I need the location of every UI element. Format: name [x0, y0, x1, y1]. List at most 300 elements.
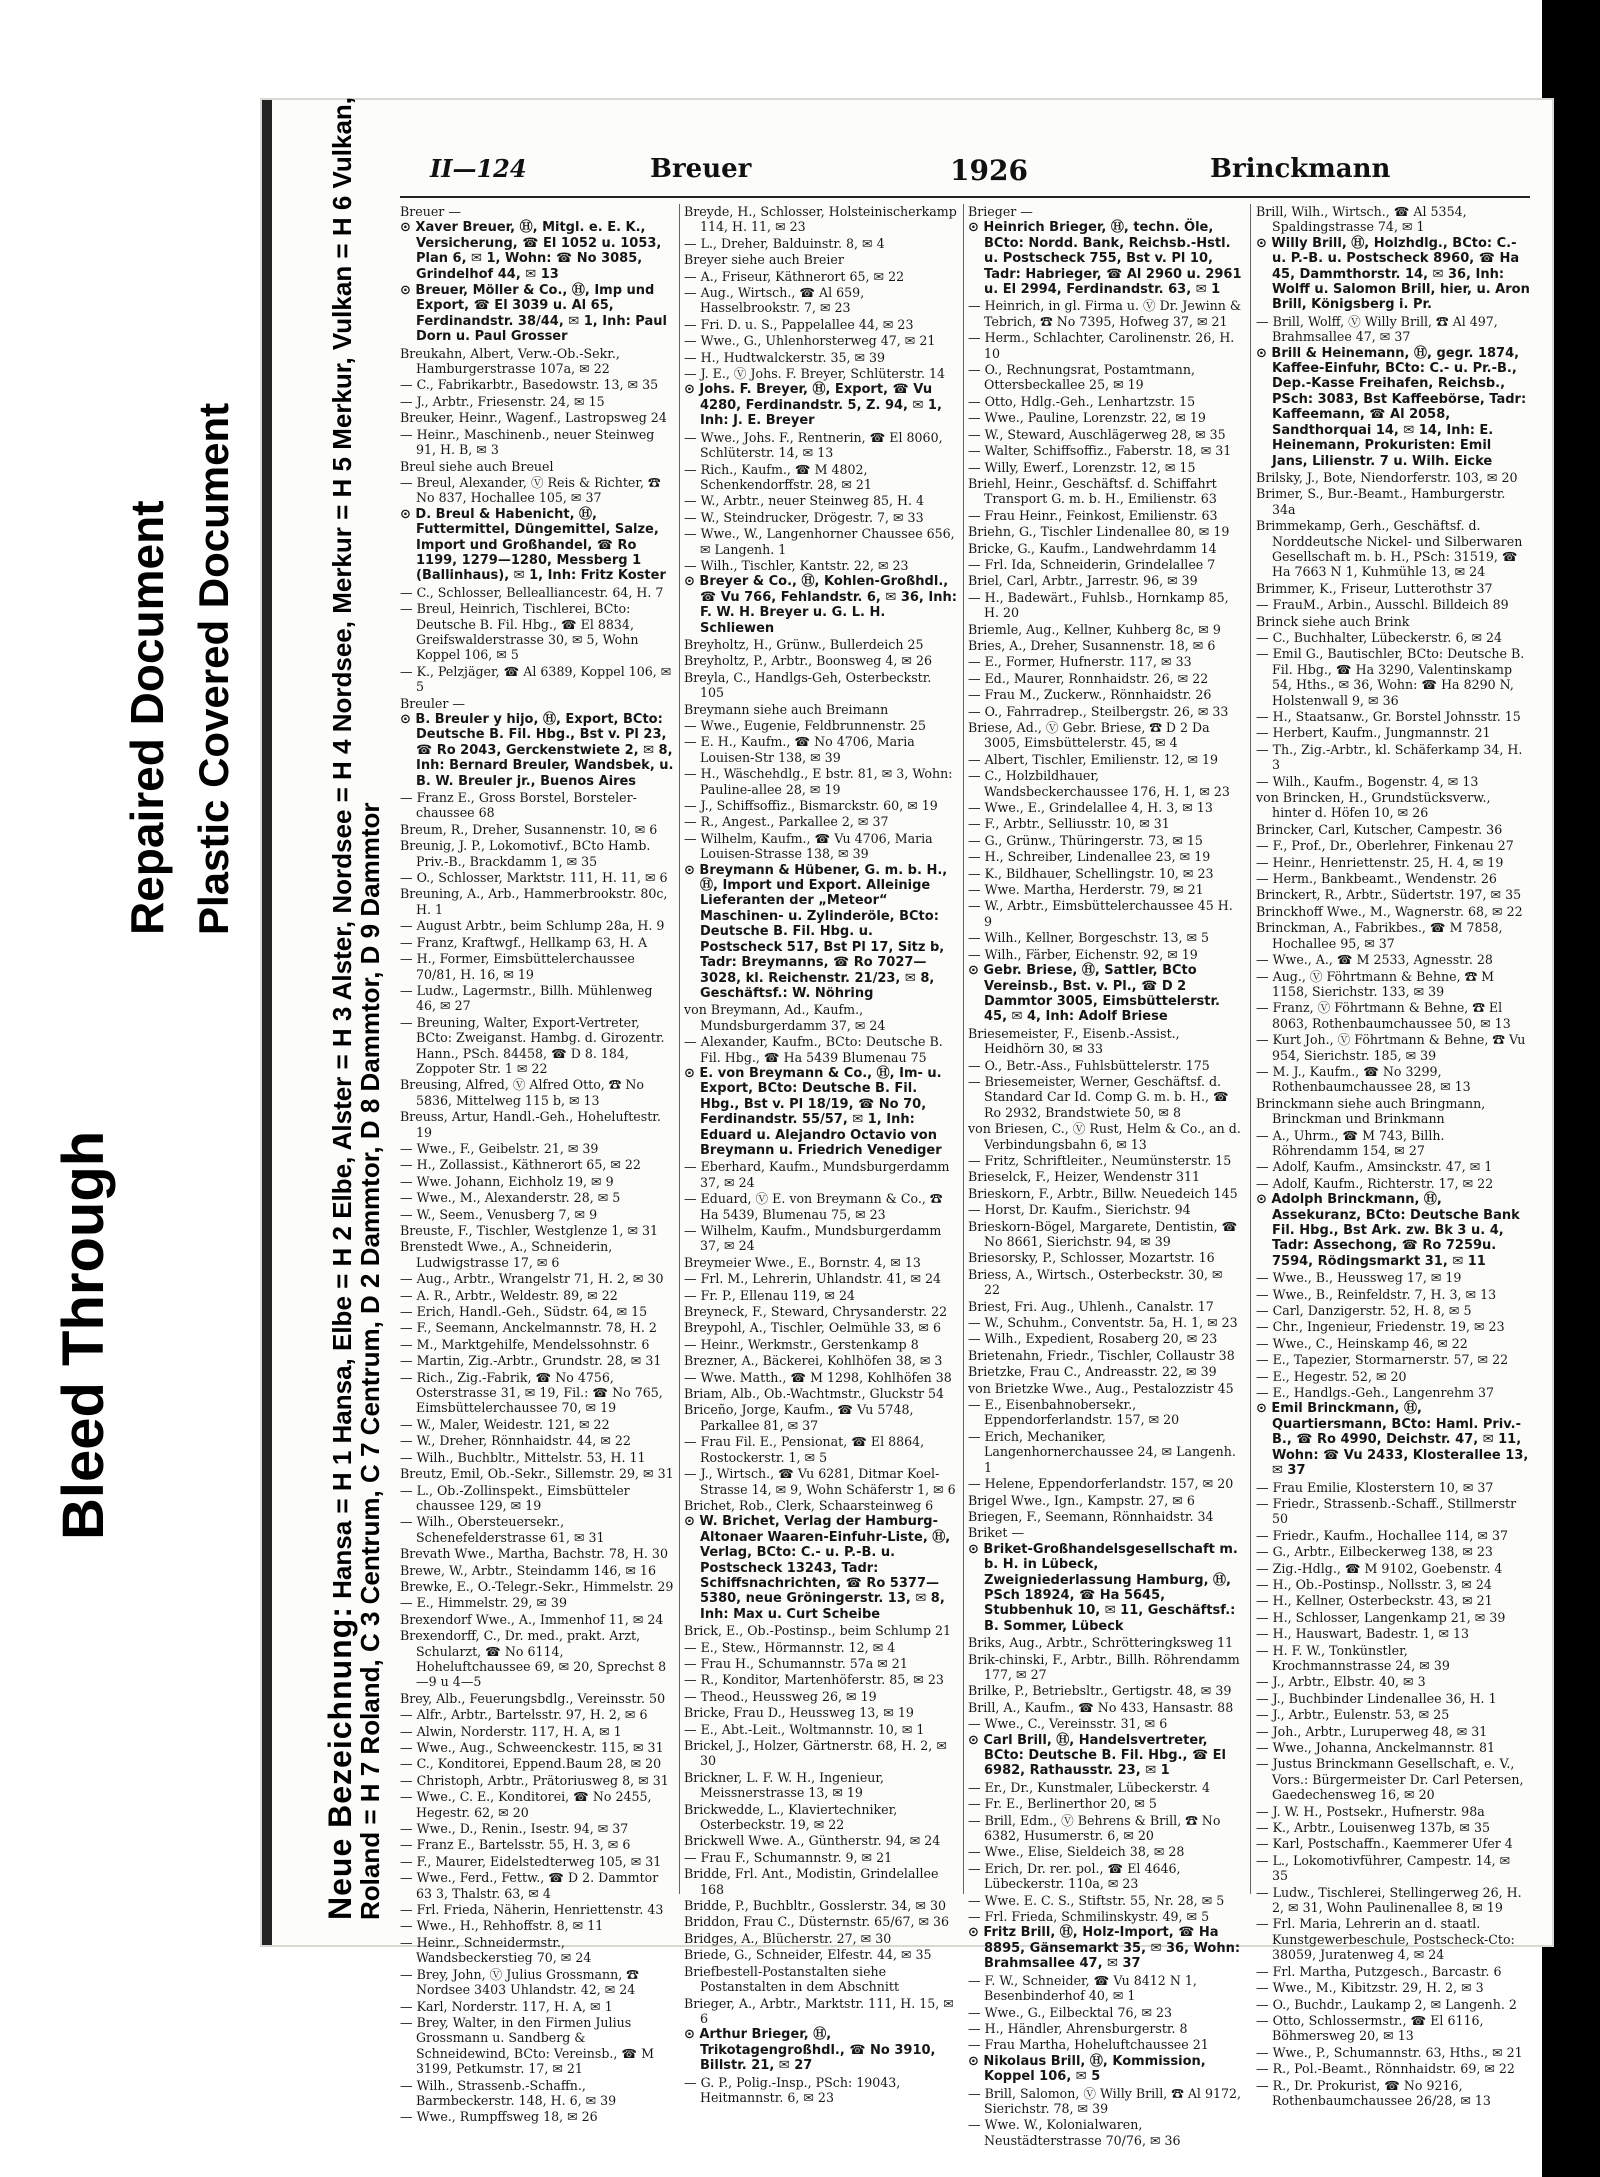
directory-entry: Brickel, J., Holzer, Gärtnerstr. 68, H. 2, ✉ 30: [684, 1738, 947, 1769]
page-header: [430, 154, 1530, 194]
directory-entry: Breuler —: [400, 695, 465, 711]
directory-entry: — W., Maler, Weidestr. 121, ✉ 22: [400, 1416, 610, 1432]
directory-entry: — H., Staatsanw., Gr. Borstel Johnsstr. 15: [1256, 709, 1521, 724]
directory-entry: Breyer siehe auch Breier: [684, 252, 844, 268]
directory-entry: — Wwe., G., Eilbecktal 76, ✉ 23: [968, 2004, 1173, 2020]
directory-entry: ⊙ Fritz Brill, Ⓗ, Holz-Import, ☎ Ha 8895, Gänsemarkt 35, ✉ 36, Wohn: Brahmsallee 47, ✉ 37: [968, 1925, 1241, 1972]
directory-entry: — Herm., Schlachter, Carolinenstr. 26, H. 10: [968, 330, 1235, 361]
directory-entry: — Wilh., Buchbltr., Mittelstr. 53, H. 11: [400, 1449, 646, 1465]
directory-entry: — J., Arbtr., Eulenstr. 53, ✉ 25: [1256, 1707, 1450, 1723]
directory-entry: — Alwin, Norderstr. 117, H. A, ✉ 1: [400, 1723, 622, 1739]
directory-entry: — Emil G., Bautischler, BCto: Deutsche B. Fil. Hbg., ☎ Ha 3290, Valentinskamp 54, Hths., ✉ 36, Wohn: ☎ Ha 8290 N, Holstenwall 9, ✉ 36: [1256, 646, 1525, 708]
directory-entry: — Wwe., F., Geibelstr. 21, ✉ 39: [400, 1140, 599, 1156]
directory-entry: — Fr. E., Berlinerthor 20, ✉ 5: [968, 1796, 1157, 1812]
directory-entry: — Franz, Ⓥ Föhrtmann & Behne, ☎ El 8063, Rothenbaumchaussee 50, ✉ 13: [1256, 1000, 1511, 1031]
directory-entry: Brietenahn, Friedr., Tischler, Collaustr 38: [968, 1347, 1235, 1363]
directory-entry: — C., Buchhalter, Lübeckerstr. 6, ✉ 24: [1256, 629, 1503, 645]
page-spine: [262, 100, 272, 1945]
directory-entry: — Carl, Danzigerstr. 52, H. 8, ✉ 5: [1256, 1303, 1472, 1319]
directory-entry: Brewe, W., Arbtr., Steindamm 146, ✉ 16: [400, 1562, 656, 1578]
directory-entry: Breuker, Heinr., Wagenf., Lastropsweg 24: [400, 410, 667, 426]
directory-entry: Briel, Carl, Arbtr., Jarrestr. 96, ✉ 39: [968, 573, 1198, 589]
directory-entry: Breunig, J. P., Lokomotivf., BCto Hamb. Priv.-B., Brackdamm 1, ✉ 35: [400, 838, 651, 869]
directory-entry: Brimmekamp, Gerh., Geschäftsf. d. Norddeutsche Nickel- und Silberwaren Gesellschaft m. b. H., PSch: 31519, ☎ Ha 7663 N 1, Kuhmühle 13, ✉ 24: [1256, 518, 1523, 580]
directory-entry: Breymeier Wwe., E., Bornstr. 4, ✉ 13: [684, 1254, 921, 1270]
directory-entry: — H., Schlosser, Langenkamp 21, ✉ 39: [1256, 1609, 1506, 1625]
directory-entry: — C., Fabrikarbtr., Basedowstr. 13, ✉ 35: [400, 377, 659, 393]
directory-entry: Briks, Aug., Arbtr., Schrötteringksweg 11: [968, 1635, 1234, 1651]
directory-entry: — J., Arbtr., Elbstr. 40, ✉ 3: [1256, 1674, 1426, 1690]
directory-entry: — Fritz, Schriftleiter., Neumünsterstr. 15: [968, 1152, 1232, 1168]
directory-entry: — Breul, Heinrich, Tischlerei, BCto: Deutsche B. Fil. Hbg., ☎ El 8834, Greifswalderstrasse 30, ✉ 5, Wohn Koppel 106, ✉ 5: [400, 601, 639, 663]
directory-entry: — E., Tapezier, Stormarnerstr. 57, ✉ 22: [1256, 1352, 1509, 1368]
directory-entry: Bridde, P., Buchbltr., Gosslerstr. 34, ✉ 30: [684, 1898, 946, 1914]
directory-entry: — W., Arbtr., Eimsbüttelerchaussee 45 H. 9: [968, 898, 1233, 929]
directory-entry: Briehl, Heinr., Geschäftsf. d. Schiffahrt Transport G. m. b. H., Emilienstr. 63: [968, 475, 1217, 507]
directory-entry: Brinckert, R., Arbtr., Südertstr. 197, ✉ 35: [1256, 887, 1522, 903]
directory-entry: — Wwe., H., Rehhoffstr. 8, ✉ 11: [400, 1918, 604, 1934]
directory-entry: — O., Schlosser, Marktstr. 111, H. 11, ✉ 6: [400, 870, 668, 886]
directory-entry: ⊙ Arthur Brieger, Ⓗ, Trikotagengroßhdl., ☎ No 3910, Billstr. 21, ✉ 27: [684, 2027, 936, 2074]
directory-entry: — Wwe., M., Kibitzstr. 29, H. 2, ✉ 3: [1256, 1980, 1484, 1996]
directory-entry: — H., Former, Eimsbüttelerchaussee 70/81, H. 16, ✉ 19: [400, 951, 635, 982]
directory-entry: — J., Buchbinder Lindenallee 36, H. 1: [1256, 1690, 1497, 1706]
directory-entry: ⊙ Willy Brill, Ⓗ, Holzhdlg., BCto: C.- u. P.-B. u. Postscheck 8960, ☎ Ha 45, Dammthorstr. 14, ✉ 36, Inh: Wolff u. Salomon Brill, hier, u. Aron Brill, Königsberg i. Pr.: [1256, 235, 1530, 313]
directory-entry: Briess, A., Wirtsch., Osterbeckstr. 30, ✉ 22: [968, 1266, 1223, 1298]
directory-entry: — O., Buchdr., Laukamp 2, ✉ Langenh. 2: [1256, 1996, 1517, 2012]
directory-entry: — Wwe. Johann, Eichholz 19, ✉ 9: [400, 1173, 614, 1189]
directory-entry: — H., Badewärt., Fuhlsb., Hornkamp 85, H. 20: [968, 589, 1229, 621]
directory-entry: — Er., Dr., Kunstmaler, Lübeckerstr. 4: [968, 1779, 1210, 1795]
directory-entry: Breymann siehe auch Breimann: [684, 701, 889, 717]
directory-entry: — Wilh., Kaufm., Bogenstr. 4, ✉ 13: [1256, 773, 1479, 789]
directory-entry: — E. H., Kaufm., ☎ No 4706, Maria Louisen-Str 138, ✉ 39: [684, 734, 915, 765]
directory-entry: — Brill, Wolff, Ⓥ Willy Brill, ☎ Al 497, Brahmsallee 47, ✉ 37: [1256, 313, 1498, 345]
bleed-through-label: Bleed Through: [51, 1130, 116, 1540]
directory-entry: Brietzke, Frau C., Andreasstr. 22, ✉ 39: [968, 1364, 1217, 1380]
directory-entry: Brinckhoff Wwe., M., Wagnerstr. 68, ✉ 22: [1256, 903, 1523, 919]
directory-entry: Breum, R., Dreher, Susannenstr. 10, ✉ 6: [400, 821, 658, 837]
directory-entry: — E., Eisenbahnobersekr., Eppendorferlandstr. 157, ✉ 20: [968, 1397, 1180, 1428]
directory-entry: Breyde, H., Schlosser, Holsteinischerkamp 114, H. 11, ✉ 23: [684, 204, 957, 235]
directory-entry: — Ed., Maurer, Ronnhaidstr. 26, ✉ 22: [968, 670, 1209, 686]
directory-entry: — Zig.-Hdlg., ☎ M 9102, Goebenstr. 4: [1256, 1560, 1503, 1576]
directory-entry: — J., Schiffsoffiz., Bismarckstr. 60, ✉ 19: [684, 798, 938, 814]
directory-entry: — Wwe., Johanna, Anckelmannstr. 81: [1256, 1740, 1496, 1755]
directory-entry: von Brietzke Wwe., Aug., Pestalozzistr 45: [968, 1380, 1234, 1396]
directory-entry: — O., Rechnungsrat, Postamtmann, Ottersbeckallee 25, ✉ 19: [968, 362, 1196, 393]
directory-entry: — Aug., Arbtr., Wrangelstr 71, H. 2, ✉ 30: [400, 1271, 664, 1287]
directory-entry: ⊙ B. Breuler y hijo, Ⓗ, Export, BCto: Deutsche B. Fil. Hbg., Bst v. Pl 23, ☎ Ro 2043, Gerckenstwiete 2, ✉ 8, Inh: Bernard Breuler, Wandsbek, u. B. W. Breuler jr., Buenos Aires: [400, 712, 674, 789]
directory-entry: — H., Wäschehdlg., E bstr. 81, ✉ 3, Wohn: Pauline-allee 28, ✉ 19: [684, 766, 953, 797]
directory-entry: — R., Angest., Parkallee 2, ✉ 37: [684, 814, 889, 830]
directory-entry: — Brey, John, Ⓥ Julius Grossmann, ☎ Nordsee 3403 Uhlandstr. 42, ✉ 24: [400, 1966, 639, 1998]
directory-entry: — Frau F., Schumannstr. 9, ✉ 21: [684, 1849, 893, 1865]
directory-entry: — Franz E., Gross Borstel, Borsteler-chaussee 68: [400, 790, 637, 821]
directory-entry: — Wwe., Aug., Schweenckestr. 115, ✉ 31: [400, 1740, 664, 1755]
directory-entry: — Erich, Dr. rer. pol., ☎ El 4646, Lübeckerstr. 110a, ✉ 23: [968, 1860, 1181, 1892]
directory-entry: — R., Konditor, Martenhöferstr. 85, ✉ 23: [684, 1672, 944, 1688]
directory-entry: — Brill, Salomon, Ⓥ Willy Brill, ☎ Al 9172, Sierichstr. 78, ✉ 39: [968, 2085, 1242, 2116]
directory-entry: — Adolf, Kaufm., Amsinckstr. 47, ✉ 1: [1256, 1159, 1493, 1175]
directory-entry: — Wwe. E. C. S., Stiftstr. 55, Nr. 28, ✉ 5: [968, 1892, 1225, 1908]
directory-entry: — Wwe., C. E., Konditorei, ☎ No 2455, Hegestr. 62, ✉ 20: [400, 1789, 652, 1820]
directory-entry: — Willy, Ewerf., Lorenzstr. 12, ✉ 15: [968, 459, 1196, 475]
directory-entry: — E., Stew., Hörmannstr. 12, ✉ 4: [684, 1639, 896, 1655]
directory-entry: — Frau H., Schumannstr. 57a ✉ 21: [684, 1655, 908, 1671]
directory-entry: Brezner, A., Bäckerei, Kohlhöfen 38, ✉ 3: [684, 1353, 943, 1369]
directory-entry: Briesemeister, F., Eisenb.-Assist., Heidhörn 30, ✉ 33: [968, 1025, 1180, 1057]
directory-entry: — Herbert, Kaufm., Jungmannstr. 21: [1256, 725, 1491, 741]
directory-entry: — Rich., Zig.-Fabrik, ☎ No 4756, Osterstrasse 31, ✉ 19, Fil.: ☎ No 765, Eimsbüttelerchaussee 70, ✉ 19: [400, 1369, 663, 1416]
page-number: II—124: [430, 154, 527, 183]
directory-entry: Brieselck, F., Heizer, Wendenstr 311: [968, 1169, 1201, 1185]
directory-entry: Brichet, Rob., Clerk, Schaarsteinweg 6: [684, 1497, 934, 1513]
directory-column-3: [968, 204, 1242, 2148]
header-left-word: Breuer: [650, 154, 752, 184]
directory-entry: Briesorsky, P., Schlosser, Mozartstr. 16: [968, 1250, 1215, 1266]
directory-entry: — J., Arbtr., Friesenstr. 24, ✉ 15: [400, 393, 605, 409]
directory-entry: — Wwe., M., Alexanderstr. 28, ✉ 5: [400, 1190, 621, 1206]
directory-entry: — Wwe., Eugenie, Feldbrunnenstr. 25: [684, 718, 926, 733]
directory-entry: — Wwe. W., Kolonialwaren, Neustädterstrasse 70/76, ✉ 36: [968, 2117, 1181, 2148]
directory-entry: — Fri. D. u. S., Pappelallee 44, ✉ 23: [684, 316, 914, 332]
directory-entry: — J., Wirtsch., ☎ Vu 6281, Ditmar Koel-Strasse 14, ✉ 9, Wohn Schäferstr 1, ✉ 6: [684, 1466, 956, 1497]
directory-entry: — H., Zollassist., Käthnerort 65, ✉ 22: [400, 1157, 641, 1173]
directory-entry: — O., Betr.-Ass., Fuhlsbüttelerstr. 175: [968, 1057, 1210, 1073]
column-divider: [1250, 204, 1251, 1894]
directory-entry: Bricke, G., Kaufm., Landwehrdamm 14: [968, 540, 1217, 556]
directory-entry: Brickwedde, L., Klaviertechniker, Osterbeckstr. 19, ✉ 22: [684, 1801, 898, 1833]
directory-entry: Brik-chinski, F., Arbtr., Billh. Röhrendamm 177, ✉ 27: [968, 1651, 1240, 1682]
directory-entry: — H., Hudtwalckerstr. 35, ✉ 39: [684, 349, 886, 365]
directory-entry: — Friedr., Strassenb.-Schaff., Stillmerstr 50: [1256, 1495, 1517, 1527]
directory-entry: ⊙ D. Breul & Habenicht, Ⓗ, Futtermittel, Düngemittel, Salze, Import und Großhandel, ☎ Ro 1199, 1279—1280, Messberg 1 (Ballinhaus), ✉ 1, Inh: Fritz Koster: [400, 506, 666, 584]
directory-entry: ⊙ Heinrich Brieger, Ⓗ, techn. Öle, BCto: Nordd. Bank, Reichsb.-Hstl. u. Postscheck 755, Bst v. Pl 10, Tadr: Habrieger, ☎ Al 2960 u. 2961 u. El 2994, Ferdinandstr. 63, ✉ 1: [968, 220, 1242, 298]
directory-entry: — Heinr., Henriettenstr. 25, H. 4, ✉ 19: [1256, 854, 1504, 870]
directory-entry: Brigel Wwe., Ign., Kampstr. 27, ✉ 6: [968, 1492, 1195, 1508]
directory-entry: — Frl. Martha, Putzgesch., Barcastr. 6: [1256, 1963, 1502, 1979]
directory-entry: Brexendorf Wwe., A., Immenhof 11, ✉ 24: [400, 1611, 664, 1627]
directory-entry: Breuning, A., Arb., Hammerbrookstr. 80c, H. 1: [400, 886, 668, 917]
directory-entry: Brey, Alb., Feuerungsbdlg., Vereinsstr. 50: [400, 1690, 666, 1706]
directory-entry: — Franz E., Bartelsstr. 55, H. 3, ✉ 6: [400, 1837, 631, 1853]
directory-entry: — Heinr., Werkmstr., Gerstenkamp 8: [684, 1336, 919, 1352]
directory-entry: — Alexander, Kaufm., BCto: Deutsche B. Fil. Hbg., ☎ Ha 5439 Blumenau 75: [684, 1034, 943, 1065]
directory-entry: — Christoph, Arbtr., Prätoriusweg 8, ✉ 31: [400, 1772, 669, 1788]
directory-entry: — Eduard, Ⓥ E. von Breymann & Co., ☎ Ha 5439, Blumenau 75, ✉ 23: [684, 1191, 943, 1222]
repaired-document-label: Repaired Document: [121, 500, 173, 935]
directory-entry: Brinckmann siehe auch Bringmann, Brinckman und Brinkmann: [1256, 1095, 1486, 1127]
directory-entry: — G., Grünw., Thüringerstr. 73, ✉ 15: [968, 832, 1203, 848]
column-divider: [679, 204, 680, 1894]
directory-entry: — F., Maurer, Eidelstedterweg 105, ✉ 31: [400, 1853, 662, 1869]
directory-entry: — H., Ob.-Postinsp., Nollsstr. 3, ✉ 24: [1256, 1576, 1492, 1592]
directory-entry: — Wwe., C., Heinskamp 46, ✉ 22: [1256, 1335, 1468, 1351]
directory-entry: Briegen, F., Seemann, Rönnhaidstr. 34: [968, 1508, 1214, 1524]
directory-entry: Briceño, Jorge, Kaufm., ☎ Vu 5748, Parkallee 81, ✉ 37: [684, 1402, 914, 1433]
directory-entry: Brilsky, J., Bote, Niendorferstr. 103, ✉ 20: [1256, 469, 1518, 485]
directory-entry: — Karl, Postschaffn., Kaemmerer Ufer 4: [1256, 1836, 1513, 1852]
directory-entry: ⊙ W. Brichet, Verlag der Hamburg-Altonaer Waaren-Einfuhr-Liste, Ⓗ, Verlag, BCto: C.- u. P.-B. u. Postscheck 13243, Tadr: Schiffsnachrichten, ☎ Ro 5377—5380, neue Gröningerstr. 13, ✉ 8, Inh: Max u. Curt Scheibe: [684, 1514, 951, 1622]
directory-entry: — August Arbtr., beim Schlump 28a, H. 9: [400, 918, 665, 934]
directory-entry: — FrauM., Arbin., Ausschl. Billdeich 89: [1256, 597, 1509, 613]
directory-entry: — Frau M., Zuckerw., Rönnhaidstr. 26: [968, 687, 1212, 703]
directory-entry: — Wwe., G., Uhlenhorsterweg 47, ✉ 21: [684, 333, 936, 349]
directory-entry: ⊙ Briket-Großhandelsgesellschaft m. b. H. in Lübeck, Zweigniederlassung Hamburg, Ⓗ, PSch 18924, ☎ Ha 5645, Stubbenhuk 10, ✉ 11, Geschäftsf.: B. Sommer, Lübeck: [968, 1541, 1238, 1634]
directory-entry: — Wwe., P., Schumannstr. 63, Hths., ✉ 21: [1256, 2044, 1523, 2060]
directory-entry: — Frau Fil. E., Pensionat, ☎ El 8864, Rostockerstr. 1, ✉ 5: [684, 1434, 925, 1465]
directory-entry: — Erich, Mechaniker, Langenhornerchaussee 24, ✉ Langenh. 1: [968, 1428, 1236, 1475]
directory-entry: — Wilh., Kellner, Borgeschstr. 13, ✉ 5: [968, 930, 1210, 946]
directory-entry: — K., Pelzjäger, ☎ Al 6389, Koppel 106, ✉ 5: [400, 663, 672, 695]
directory-entry: — Frau Emilie, Klosterstern 10, ✉ 37: [1256, 1479, 1494, 1495]
directory-entry: — Theod., Heussweg 26, ✉ 19: [684, 1688, 877, 1704]
directory-entry: — Wwe., B., Reinfeldstr. 7, H. 3, ✉ 13: [1256, 1286, 1497, 1302]
directory-entry: ⊙ Nikolaus Brill, Ⓗ, Kommission, Koppel 106, ✉ 5: [968, 2053, 1206, 2085]
directory-entry: — Ludw., Tischlerei, Stellingerweg 26, H. 2, ✉ 31, Wohn Paulinenallee 8, ✉ 19: [1256, 1884, 1522, 1916]
directory-entry: ⊙ Breymann & Hübener, G. m. b. H., Ⓗ, Import und Export. Alleinige Lieferanten der „Meteor“ Maschinen- u. Zylinderöle, BCto: Deutsche B. Fil. Hbg. u. Postscheck 517, Bst Pl 17, Sitz b, Tadr: Breymanns, ☎ Ro 7027—3028, kl. Reichenstr. 21/23, ✉ 8, Geschäftsf.: W. Nöhring: [684, 862, 948, 1001]
directory-entry: — W., Seem., Venusberg 7, ✉ 9: [400, 1206, 598, 1222]
directory-entry: — Wilhelm, Kaufm., ☎ Vu 4706, Maria Louisen-Strasse 138, ✉ 39: [684, 830, 933, 862]
directory-entry: Breusing, Alfred, Ⓥ Alfred Otto, ☎ No 5836, Mittelweg 115 b, ✉ 13: [400, 1077, 644, 1108]
directory-entry: — Brey, Walter, in den Firmen Julius Grossmann u. Sandberg & Schneidewind, BCto: Vereinsb., ☎ M 3199, Petkumstr. 17, ✉ 21: [400, 2014, 655, 2077]
directory-entry: Breyholtz, P., Arbtr., Boonsweg 4, ✉ 26: [684, 653, 932, 669]
directory-entry: Bridges, A., Blücherstr. 27, ✉ 30: [684, 1930, 892, 1946]
directory-entry: — Kurt Joh., Ⓥ Föhrtmann & Behne, ☎ Vu 954, Sierichstr. 185, ✉ 39: [1256, 1032, 1526, 1063]
directory-entry: — R., Dr. Prokurist, ☎ No 9216, Rothenbaumchaussee 26/28, ✉ 13: [1256, 2077, 1491, 2108]
directory-entry: — Franz, Kraftwgf., Hellkamp 63, H. A: [400, 934, 648, 950]
directory-entry: — Horst, Dr. Kaufm., Sierichstr. 94: [968, 1202, 1191, 1218]
directory-entry: — Frl. Maria, Lehrerin an d. staatl. Kunstgewerbeschule, Postscheck-Cto: 38059, Juratenweg 4, ✉ 24: [1256, 1916, 1515, 1963]
header-year: 1926: [950, 154, 1028, 187]
directory-entry: Brilke, P., Betriebsltr., Gertigstr. 48, ✉ 39: [968, 1683, 1232, 1699]
directory-entry: Brinckman, A., Fabrikbes., ☎ M 7858, Hochallee 95, ✉ 37: [1256, 920, 1503, 951]
directory-entry: — Frl. Frieda, Näherin, Henriettenstr. 43: [400, 1902, 664, 1918]
directory-entry: — H., Schreiber, Lindenallee 23, ✉ 19: [968, 849, 1211, 865]
directory-entry: — E., Hegestr. 52, ✉ 20: [1256, 1368, 1407, 1384]
directory-entry: — Wwe., W., Langenhorner Chaussee 656, ✉ Langenh. 1: [684, 526, 955, 557]
directory-entry: — O., Fahrradrep., Steilbergstr. 26, ✉ 33: [968, 703, 1229, 719]
directory-entry: ⊙ Emil Brinckmann, Ⓗ, Quartiersmann, BCto: Haml. Priv.-B., ☎ Ro 4990, Deichstr. 47, ✉ 11, Wohn: ☎ Vu 2433, Klosterallee 13, ✉ 37: [1256, 1401, 1529, 1479]
directory-entry: von Brincken, H., Grundstücksverw., hinter d. Höfen 10, ✉ 26: [1256, 790, 1491, 821]
directory-entry: — Herm., Bankbeamt., Wendenstr. 26: [1256, 871, 1497, 887]
directory-entry: — L., Lokomotivführer, Campestr. 14, ✉ 35: [1256, 1852, 1511, 1884]
directory-entry: — Wwe., B., Heussweg 17, ✉ 19: [1256, 1270, 1462, 1286]
directory-entry: — Wwe., Rumpffsweg 18, ✉ 26: [400, 2109, 598, 2125]
directory-entry: — C., Konditorei, Eppend.Baum 28, ✉ 20: [400, 1756, 662, 1772]
directory-entry: — Frl. Ida, Schneiderin, Grindelallee 7: [968, 556, 1216, 572]
directory-column-1: [400, 204, 674, 2125]
directory-entry: Briemle, Aug., Kellner, Kuhberg 8c, ✉ 9: [968, 621, 1221, 637]
directory-entry: Breyla, C., Handlgs-Geh, Osterbeckstr. 105: [684, 669, 932, 701]
directory-entry: — Frl. M., Lehrerin, Uhlandstr. 41, ✉ 24: [684, 1271, 942, 1287]
directory-entry: Brick, E., Ob.-Postinsp., beim Schlump 21: [684, 1623, 952, 1639]
directory-entry: — J. E., Ⓥ Johs. F. Breyer, Schlüterstr. 14: [684, 366, 946, 382]
directory-entry: Brimmer, K., Friseur, Lutterothstr 37: [1256, 580, 1493, 596]
directory-entry: — Wilh., Obersteuersekr., Schenefelderstrasse 61, ✉ 31: [400, 1514, 605, 1545]
directory-entry: Brenstedt Wwe., A., Schneiderin, Ludwigstrasse 17, ✉ 6: [400, 1239, 613, 1270]
directory-entry: Briefbestell-Postanstalten siehe Postanstalten in dem Abschnitt: [684, 1963, 900, 1995]
directory-column-4: [1256, 204, 1530, 2108]
directory-entry: — Chr., Ingenieur, Friedenstr. 19, ✉ 23: [1256, 1319, 1505, 1335]
directory-entry: — Adolf, Kaufm., Richterstr. 17, ✉ 22: [1256, 1175, 1494, 1191]
directory-entry: — Frau Heinr., Feinkost, Emilienstr. 63: [968, 507, 1218, 523]
directory-entry: — H., Hauswart, Badestr. 1, ✉ 13: [1256, 1626, 1470, 1642]
column-divider: [963, 204, 964, 1894]
header-right-word: Brinckmann: [1210, 154, 1391, 184]
directory-entry: Brewke, E., O.-Telegr.-Sekr., Himmelstr. 29: [400, 1578, 674, 1594]
directory-entry: — Friedr., Kaufm., Hochallee 114, ✉ 37: [1256, 1527, 1509, 1543]
directory-entry: ⊙ Carl Brill, Ⓗ, Handelsvertreter, BCto: Deutsche B. Fil. Hbg., ☎ El 6982, Rathausstr. 23, ✉ 1: [968, 1732, 1227, 1779]
directory-entry: — Wwe., Johs. F., Rentnerin, ☎ El 8060, Schlüterstr. 14, ✉ 13: [684, 429, 943, 461]
directory-entry: — Wilh., Färber, Eichenstr. 92, ✉ 19: [968, 946, 1198, 962]
directory-entry: — Wilhelm, Kaufm., Mundsburgerdamm 37, ✉ 24: [684, 1223, 942, 1254]
directory-entry: — Wilh., Expedient, Rosaberg 20, ✉ 23: [968, 1331, 1218, 1347]
directory-entry: — H. F. W., Tonkünstler, Krochmannstrasse 24, ✉ 39: [1256, 1642, 1450, 1673]
directory-entry: — Rich., Kaufm., ☎ M 4802, Schenkendorffstr. 28, ✉ 21: [684, 461, 872, 492]
directory-entry: — Aug., Ⓥ Föhrtmann & Behne, ☎ M 1158, Sierichstr. 133, ✉ 39: [1256, 968, 1495, 999]
directory-entry: Breul siehe auch Breuel: [400, 458, 554, 474]
directory-entry: ⊙ Gebr. Briese, Ⓗ, Sattler, BCto Vereinsb., Bst. v. Pl., ☎ D 2 Dammtor 3005, Eimsbüttelerstr. 45, ✉ 4, Inh: Adolf Briese: [968, 963, 1220, 1025]
directory-entry: — Heinrich, in gl. Firma u. Ⓥ Dr. Jewinn & Tebrich, ☎ No 7395, Hofweg 37, ✉ 21: [968, 298, 1242, 329]
directory-entry: — Wwe. Martha, Herderstr. 79, ✉ 21: [968, 882, 1204, 898]
directory-entry: — Th., Zig.-Arbtr., kl. Schäferkamp 34, H. 3: [1256, 741, 1523, 773]
directory-entry: — Alfr., Arbtr., Bartelsstr. 97, H. 2, ✉ 6: [400, 1707, 648, 1723]
directory-entry: Bricke, Frau D., Heussweg 13, ✉ 19: [684, 1705, 914, 1721]
directory-entry: — Erich, Handl.-Geh., Südstr. 64, ✉ 15: [400, 1304, 648, 1320]
directory-entry: — Wwe., D., Renin., Isestr. 94, ✉ 37: [400, 1821, 629, 1837]
directory-entry: — W., Steward, Auschlägerweg 28, ✉ 35: [968, 426, 1226, 442]
directory-entry: Brieger, A., Arbtr., Marktstr. 111, H. 15, ✉ 6: [684, 1995, 954, 2026]
directory-entry: Briket —: [968, 1525, 1025, 1541]
directory-entry: Breyholtz, H., Grünw., Bullerdeich 25: [684, 636, 924, 652]
directory-entry: — E., Abt.-Leit., Woltmannstr. 10, ✉ 1: [684, 1721, 925, 1737]
directory-entry: — Walter, Schiffsoffiz., Faberstr. 18, ✉ 31: [968, 443, 1232, 459]
directory-entry: — Wilh., Strassenb.-Schaffn., Barmbeckerstr. 148, H. 6, ✉ 39: [400, 2077, 617, 2108]
directory-entry: — G. P., Polig.-Insp., PSch: 19043, Heitmannstr. 6, ✉ 23: [684, 2074, 901, 2105]
directory-entry: Brickwell Wwe. A., Güntherstr. 94, ✉ 24: [684, 1833, 941, 1849]
directory-entry: — Otto, Hdlg.-Geh., Lenhartzstr. 15: [968, 393, 1196, 409]
directory-entry: ⊙ Johs. F. Breyer, Ⓗ, Export, ☎ Vu 4280, Ferdinandstr. 5, Z. 94, ✉ 1, Inh: J. E. Breyer: [684, 382, 942, 429]
directory-entry: — E., Handlgs.-Geh., Langenrehm 37: [1256, 1385, 1495, 1401]
directory-entry: — M., Marktgehilfe, Mendelssohnstr. 6: [400, 1336, 650, 1352]
directory-entry: — Frl. Frieda, Schmilinskystr. 49, ✉ 5: [968, 1909, 1210, 1925]
directory-entry: — A., Uhrm., ☎ M 743, Billh. Röhrendamm 154, ✉ 27: [1256, 1127, 1445, 1158]
directory-entry: — W., Schuhm., Conventstr. 5a, H. 1, ✉ 23: [968, 1315, 1238, 1331]
directory-entry: — Brill, Edm., Ⓥ Behrens & Brill, ☎ No 6382, Husumerstr. 6, ✉ 20: [968, 1812, 1221, 1844]
directory-entry: — Heinr., Maschinenb., neuer Steinweg 91, H. B, ✉ 3: [400, 426, 655, 458]
directory-entry: Briehn, G., Tischler Lindenallee 80, ✉ 19: [968, 524, 1230, 540]
directory-entry: Brimer, S., Bur.-Beamt., Hamburgerstr. 34a: [1256, 486, 1506, 517]
directory-entry: — Breuning, Walter, Export-Vertreter, BCto: Zweiganst. Hambg. d. Girozentr. Hann., PSch. 84458, ☎ D 8. 184, Zoppoter Str. 1 ✉ 22: [400, 1014, 665, 1076]
directory-entry: — G., Arbtr., Eilbeckerweg 138, ✉ 23: [1256, 1544, 1493, 1560]
directory-entry: — Wwe., C., Vereinsstr. 31, ✉ 6: [968, 1716, 1168, 1732]
directory-entry: — Wilh., Tischler, Kantstr. 22, ✉ 23: [684, 557, 909, 573]
directory-entry: — Albert, Tischler, Emilienstr. 12, ✉ 19: [968, 751, 1219, 767]
directory-entry: Brinck siehe auch Brink: [1256, 613, 1410, 629]
directory-entry: — Karl, Norderstr. 117, H. A, ✉ 1: [400, 1998, 613, 2014]
directory-entry: Brill, A., Kaufm., ☎ No 433, Hansastr. 88: [968, 1699, 1234, 1715]
directory-entry: Brincker, Carl, Kutscher, Campestr. 36: [1256, 821, 1503, 837]
directory-entry: — Eberhard, Kaufm., Mundsburgerdamm 37, ✉ 24: [684, 1159, 950, 1190]
directory-entry: Brieskorn-Bögel, Margarete, Dentistin, ☎ No 8661, Sierichstr. 94, ✉ 39: [968, 1218, 1238, 1249]
directory-entry: — K., Arbtr., Louisenweg 137b, ✉ 35: [1256, 1820, 1490, 1836]
plastic-covered-label: Plastic Covered Document: [190, 402, 237, 935]
directory-entry: — Frau Martha, Hoheluftchaussee 21: [968, 2037, 1209, 2053]
directory-entry: — Otto, Schlossermstr., ☎ El 6116, Böhmersweg 20, ✉ 13: [1256, 2012, 1484, 2044]
margin-legend-line-1: [322, 97, 359, 1920]
directory-entry: von Breymann, Ad., Kaufm., Mundsburgerdamm 37, ✉ 24: [684, 1002, 886, 1033]
directory-entry: Breuss, Artur, Handl.-Geh., Hoheluftestr. 19: [400, 1109, 661, 1140]
directory-entry: — Helene, Eppendorferlandstr. 157, ✉ 20: [968, 1476, 1234, 1492]
directory-entry: ⊙ Breuer, Möller & Co., Ⓗ, Imp und Export, ☎ El 3039 u. Al 65, Ferdinandstr. 38/44, ✉ 1, Inh: Paul Dorn u. Paul Grosser: [400, 283, 667, 345]
directory-entry: — C., Holzbildhauer, Wandsbeckerchaussee 176, H. 1, ✉ 23: [968, 768, 1230, 799]
directory-entry: Brevath Wwe., Martha, Bachstr. 78, H. 30: [400, 1546, 668, 1562]
margin-legend-line-2: Roland = H 7 Roland, C 3 Centrum, C 7 Centrum, D 2 Dammtor, D 8 Dammtor, D 9 Dammtor: [355, 802, 385, 1920]
directory-entry: Briam, Alb., Ob.-Wachtmstr., Gluckstr 54: [684, 1386, 945, 1402]
directory-entry: — A. R., Arbtr., Weldestr. 89, ✉ 22: [400, 1287, 618, 1303]
directory-column-2: [684, 204, 958, 2105]
directory-entry: Brieskorn, F., Arbtr., Billw. Neuedeich 145: [968, 1185, 1238, 1201]
directory-entry: — A., Friseur, Käthnerort 65, ✉ 22: [684, 268, 905, 284]
directory-entry: — F., Prof., Dr., Oberlehrer, Finkenau 27: [1256, 838, 1514, 854]
directory-entry: — W., Dreher, Rönnhaidstr. 44, ✉ 22: [400, 1433, 631, 1449]
directory-entry: — E., Former, Hufnerstr. 117, ✉ 33: [968, 654, 1192, 670]
directory-entry: — R., Pol.-Beamt., Rönnhaidstr. 69, ✉ 22: [1256, 2061, 1515, 2077]
directory-entry: — H., Händler, Ahrensburgerstr. 8: [968, 2020, 1188, 2036]
directory-entry: — F., Seemann, Anckelmannstr. 78, H. 2: [400, 1320, 657, 1336]
directory-entry: — Wwe., E., Grindelallee 4, H. 3, ✉ 13: [968, 800, 1213, 816]
directory-entry: Breypohl, A., Tischler, Oelmühle 33, ✉ 6: [684, 1320, 941, 1336]
directory-entry: ⊙ Adolph Brinckmann, Ⓗ, Assekuranz, BCto: Deutsche Bank Fil. Hbg., Bst Ark. zw. Bk 3 u. 4, Tadr: Assechong, ☎ Ro 7259u. 7594, Rödingsmarkt 31, ✉ 11: [1256, 1192, 1520, 1269]
directory-entry: — Wwe., Elise, Sieldeich 38, ✉ 28: [968, 1844, 1185, 1860]
directory-entry: — Wwe., Ferd., Fettw., ☎ D 2. Dammtor 63 3, Thalstr. 63, ✉ 4: [400, 1870, 659, 1901]
margin-line-1: Hansa = H 1 Hansa, Elbe = H 2 Elbe, Alster = H 3 Alster, Nordsee = H 4 Nordsee, Merkur = H 5 Merkur, Vulkan = H 6 Vulkan,: [327, 96, 357, 1599]
directory-entry: Brickner, L. F. W. H., Ingenieur, Meissnerstrasse 13, ✉ 19: [684, 1769, 885, 1801]
directory-entry: — W., Steindrucker, Drögestr. 7, ✉ 33: [684, 509, 924, 525]
directory-entry: — Justus Brinckmann Gesellschaft, e. V., Vors.: Bürgermeister Dr. Carl Petersen, Gaedechensweg 16, ✉ 20: [1256, 1756, 1524, 1803]
directory-entry: — Martin, Zig.-Arbtr., Grundstr. 28, ✉ 31: [400, 1353, 662, 1369]
directory-entry: — J. W. H., Postsekr., Hufnerstr. 98a: [1256, 1803, 1485, 1819]
directory-entry: — F. W., Schneider, ☎ Vu 8412 N 1, Besenbinderhof 40, ✉ 1: [968, 1972, 1197, 2004]
directory-entry: Breuer —: [400, 204, 461, 219]
directory-entry: Brexendorff, C., Dr. med., prakt. Arzt, Schularzt, ☎ No 6114, Hoheluftchaussee 69, ✉ 20, Sprechst 8—9 u 4—5: [400, 1628, 667, 1690]
directory-entry: — H., Kellner, Osterbeckstr. 43, ✉ 21: [1256, 1593, 1493, 1609]
directory-entry: — Aug., Wirtsch., ☎ Al 659, Hasselbrookstr. 7, ✉ 23: [684, 285, 865, 316]
header-rule: [400, 196, 1530, 198]
directory-entry: Bridde, Frl. Ant., Modistin, Grindelallee 168: [684, 1866, 939, 1897]
directory-entry: — F., Arbtr., Selliusstr. 10, ✉ 31: [968, 816, 1170, 832]
directory-entry: — Breul, Alexander, Ⓥ Reis & Richter, ☎ No 837, Hochallee 105, ✉ 37: [400, 474, 661, 506]
directory-entry: Breukahn, Albert, Verw.-Ob.-Sekr., Hamburgerstrasse 107a, ✉ 22: [400, 345, 620, 377]
directory-entry: ⊙ Breyer & Co., Ⓗ, Kohlen-Großhdl., ☎ Vu 766, Fehlandstr. 6, ✉ 36, Inh: F. W. H. Breyer u. G. L. H. Schliewen: [684, 574, 957, 636]
directory-entry: Briddon, Frau C., Düsternstr. 65/67, ✉ 36: [684, 1914, 950, 1930]
directory-entry: ⊙ Xaver Breuer, Ⓗ, Mitgl. e. E. K., Versicherung, ☎ El 1052 u. 1053, Plan 6, ✉ 1, Wohn: ☎ No 3085, Grindelhof 44, ✉ 13: [400, 220, 662, 282]
margin-neue-bezeichnung: Neue Bezeichnung:: [322, 1606, 358, 1920]
directory-entry: Brieger —: [968, 204, 1033, 219]
directory-entry: — W., Arbtr., neuer Steinweg 85, H. 4: [684, 493, 924, 509]
directory-entry: — M. J., Kaufm., ☎ No 3299, Rothenbaumchaussee 28, ✉ 13: [1256, 1063, 1471, 1095]
directory-entry: — E., Himmelstr. 29, ✉ 39: [400, 1595, 567, 1611]
directory-entry: — L., Dreher, Balduinstr. 8, ✉ 4: [684, 235, 885, 251]
directory-entry: Briede, G., Schneider, Elfestr. 44, ✉ 35: [684, 1947, 932, 1963]
directory-entry: — Joh., Arbtr., Luruperweg 48, ✉ 31: [1256, 1723, 1488, 1739]
directory-entry: Breutz, Emil, Ob.-Sekr., Sillemstr. 29, ✉ 31: [400, 1466, 674, 1482]
directory-entry: — L., Ob.-Zollinspekt., Eimsbütteler chaussee 129, ✉ 19: [400, 1482, 630, 1513]
directory-entry: — Wwe. Matth., ☎ M 1298, Kohlhöfen 38: [684, 1369, 952, 1385]
directory-entry: Briest, Fri. Aug., Uhlenh., Canalstr. 17: [968, 1298, 1214, 1314]
